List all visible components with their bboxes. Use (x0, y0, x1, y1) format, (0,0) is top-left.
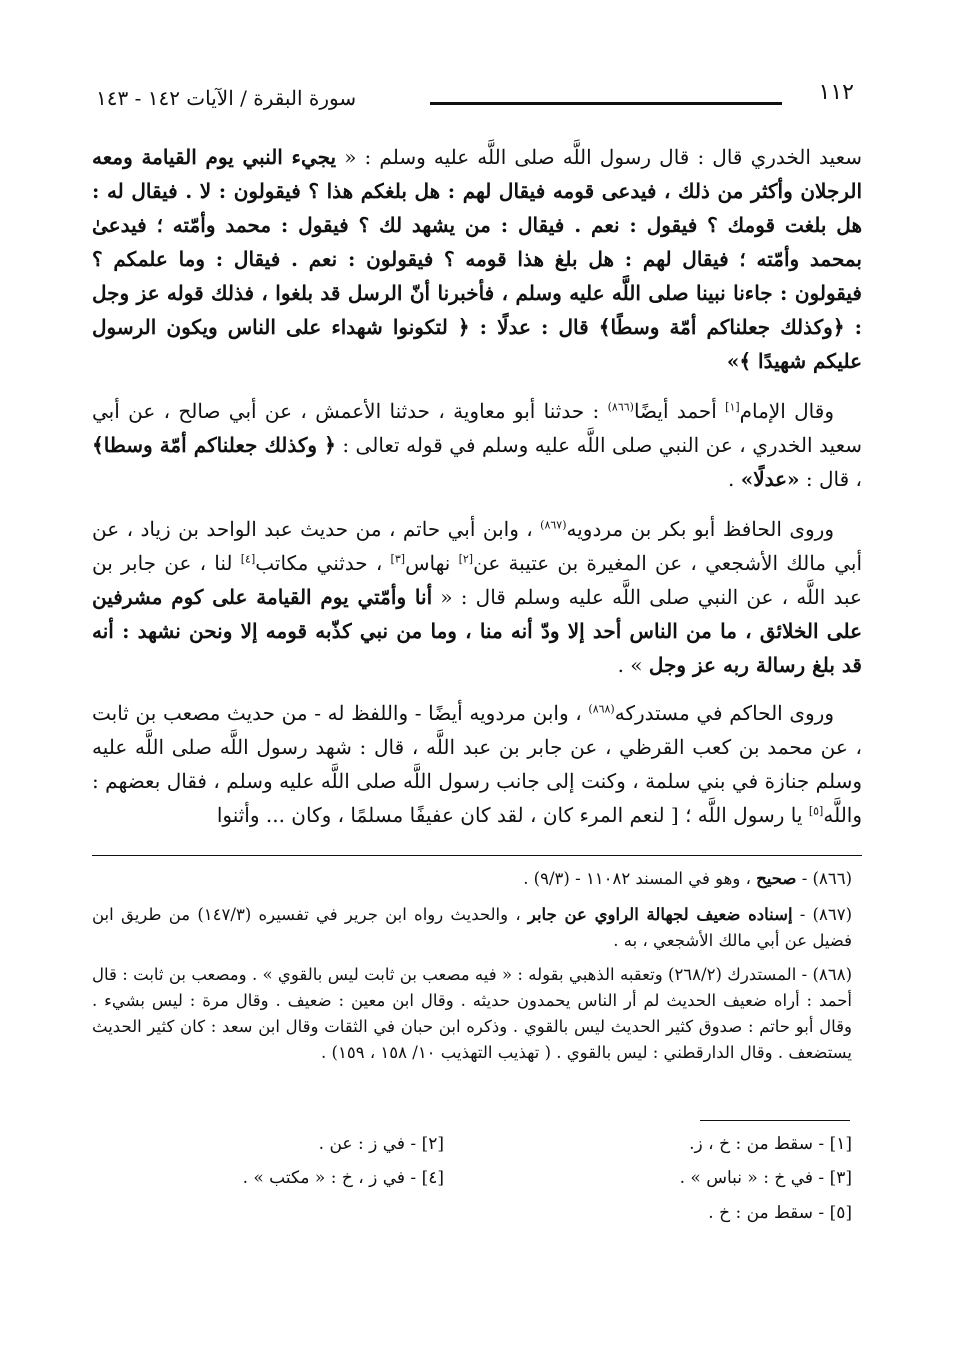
text-run: وقال الإمام (739, 399, 834, 423)
variant-mark: [٤] (421, 1168, 444, 1188)
page-number: ١١٢ (818, 80, 854, 105)
text-run: . (727, 467, 741, 491)
running-title: سورة البقرة / الآيات ١٤٢ - ١٤٣ (96, 86, 357, 110)
text-run: وروى الحافظ أبو بكر بن مردويه (566, 517, 834, 541)
variant-mark: [٣] (829, 1168, 852, 1188)
text-run: نهاس (405, 551, 459, 575)
variant-text: سقط من : خ ، ز. (689, 1134, 814, 1154)
text-run: (٨٦٨) - المستدرك (٢٦٨/٢) وتعقبه الذهبي بقوله : « فيه مصعب بن ثابت ليس بالقوي » . ومصعب بن ثابت : قال أحمد : أراه ضعيف الحديث لم أر الناس يحمدون حديثه . وقال ابن معين : ضعيف . وقال مرة : ليس بشيء . وقال أبو حاتم : صدوق كثير الحديث ليس بالقوي . وذكره ابن حبان في الثقات وقال ابن سعد : كان كثير الحديث يستضعف . وقال الدارقطني : ليس بالقوي . ( تهذيب التهذيب ١٠/ ١٥٨ ، ١٥٩) . (92, 965, 852, 1062)
variant-mark: [٥] (829, 1203, 852, 1223)
variant-text: في خ : « نباس » . (679, 1168, 814, 1188)
text-run: لنا ، عن جابر بن عبد اللَّه ، عن النبي صلى اللَّه عليه وسلم قال : « (92, 551, 862, 609)
text-run: (٨٦٧) - (792, 905, 852, 924)
footnote-separator (92, 855, 862, 856)
variant-mark: [١] (829, 1134, 852, 1154)
reference-marker: (٨٦٧) (540, 518, 567, 532)
body-paragraph (92, 696, 862, 832)
quoted-text: صحيح (756, 869, 797, 888)
text-run: ، قال : (799, 467, 862, 491)
quoted-text: أنا وأمّتي يوم القيامة على كوم مشرفين على الخلائق ، ما من الناس أحد إلا ودّ أنه منا ، وما من نبي كذّبه قومه إلا ونحن نشهد : أنه قد بلغ رسالة ربه عز وجل (92, 585, 862, 677)
variant-text: في ز : عن . (318, 1134, 406, 1154)
text-run: ، حدثني مكاتب (255, 551, 391, 575)
header-rule (430, 102, 782, 105)
footnote (92, 902, 852, 954)
text-run: سعيد الخدري قال : قال رسول اللَّه صلى اللَّه عليه وسلم : « (336, 145, 862, 169)
footnote (92, 866, 852, 892)
reference-marker: (٨٦٨) (588, 702, 615, 716)
text-run: يا رسول اللَّه ؛ [ لنعم المرء كان ، لقد كان عفيفًا مسلمًا ، وكان ... وأثنوا (216, 803, 809, 827)
text-run: وروى الحاكم في مستدركه (614, 701, 834, 725)
quoted-text: «عدلًا» (740, 467, 800, 491)
quoted-text: يجيء النبي يوم القيامة ومعه الرجلان وأكثر من ذلك ، فيدعى قومه فيقال لهم : هل بلغكم هذا ؟ فيقولون : لا . فيقال له : هل بلغت قومك ؟ فيقول : نعم . فيقال : من يشهد لك ؟ فيقول : محمد وأمّته ؛ فيدعىٰ بمحمد وأمّته ؛ فيقال لهم : هل بلغ هذا قومه ؟ فيقولون : نعم . فيقال : وما علمكم ؟ فيقولون : جاءنا نبينا صلى اللَّه عليه وسلم ، فأخبرنا أنّ الرسل قد بلغوا ، فذلك قوله عز وجل : ﴿وكذلك جعلناكم أمّة وسطًا﴾ قال : عدلًا : ﴿ لتكونوا شهداء على الناس ويكون الرسول عليكم شهيدًا ﴾» (92, 145, 862, 373)
variant-note: [٤] - في ز ، خ : « مكتب » . (242, 1168, 444, 1188)
reference-marker: [٤] (240, 552, 256, 566)
text-run: ، وابن أبي حاتم ، من حديث عبد الواحد بن زياد ، عن أبي مالك الأشجعي ، عن المغيرة بن عتيبة عن (92, 517, 863, 575)
text-run: : حدثنا أبو معاوية ، حدثنا الأعمش ، عن أبي صالح ، عن أبي سعيد الخدري ، عن النبي صلى اللَّه عليه وسلم في قوله تعالى : (92, 399, 862, 457)
variant-note: [٥] - سقط من : خ . (708, 1203, 852, 1223)
text-run: ، وابن مردويه أيضًا - واللفظ له - من حديث مصعب بن ثابت ، عن محمد بن كعب القرظي ، عن جابر بن عبد اللَّه ، قال : شهد رسول اللَّه صلى اللَّه عليه وسلم جنازة في بني سلمة ، وكنت إلى جانب رسول اللَّه صلى اللَّه عليه وسلم ، فقال بعضهم : واللَّه (92, 701, 862, 827)
variant-mark: [٢] (421, 1134, 444, 1154)
reference-marker: [٣] (390, 552, 406, 566)
body-paragraph (92, 394, 862, 496)
reference-marker: [١] (725, 400, 740, 414)
text-run: (٨٦٦) - (796, 869, 852, 888)
reference-marker: [٢] (458, 552, 474, 566)
text-run: أحمد أيضًا (633, 399, 726, 423)
variant-text: في ز ، خ : « مكتب » . (242, 1168, 406, 1188)
reference-marker: [٥] (808, 804, 824, 818)
body-paragraph (92, 140, 862, 378)
variant-note: [٢] - في ز : عن . (318, 1134, 444, 1154)
quoted-text: إسناده ضعيف لجهالة الراوي عن جابر (527, 905, 793, 924)
variant-text: سقط من : خ . (708, 1203, 814, 1223)
reference-marker: (٨٦٦) (607, 400, 634, 414)
text-run: » . (617, 653, 649, 677)
footnote (92, 962, 852, 1066)
text-run: ، وهو في المسند ١١٠٨٢ - (٩/٣) . (523, 869, 757, 888)
variant-note: [١] - سقط من : خ ، ز. (689, 1134, 852, 1154)
text-run: ، والحديث رواه ابن جرير في تفسيره (١٤٧/٣) من طريق ابن فضيل عن أبي مالك الأشجعي ، به . (92, 905, 852, 950)
variants-separator (700, 1120, 850, 1121)
quoted-text: ﴿ وكذلك جعلناكم أمّة وسطا﴾ (92, 433, 336, 457)
variant-note: [٣] - في خ : « نباس » . (679, 1168, 852, 1188)
body-paragraph (92, 512, 862, 682)
